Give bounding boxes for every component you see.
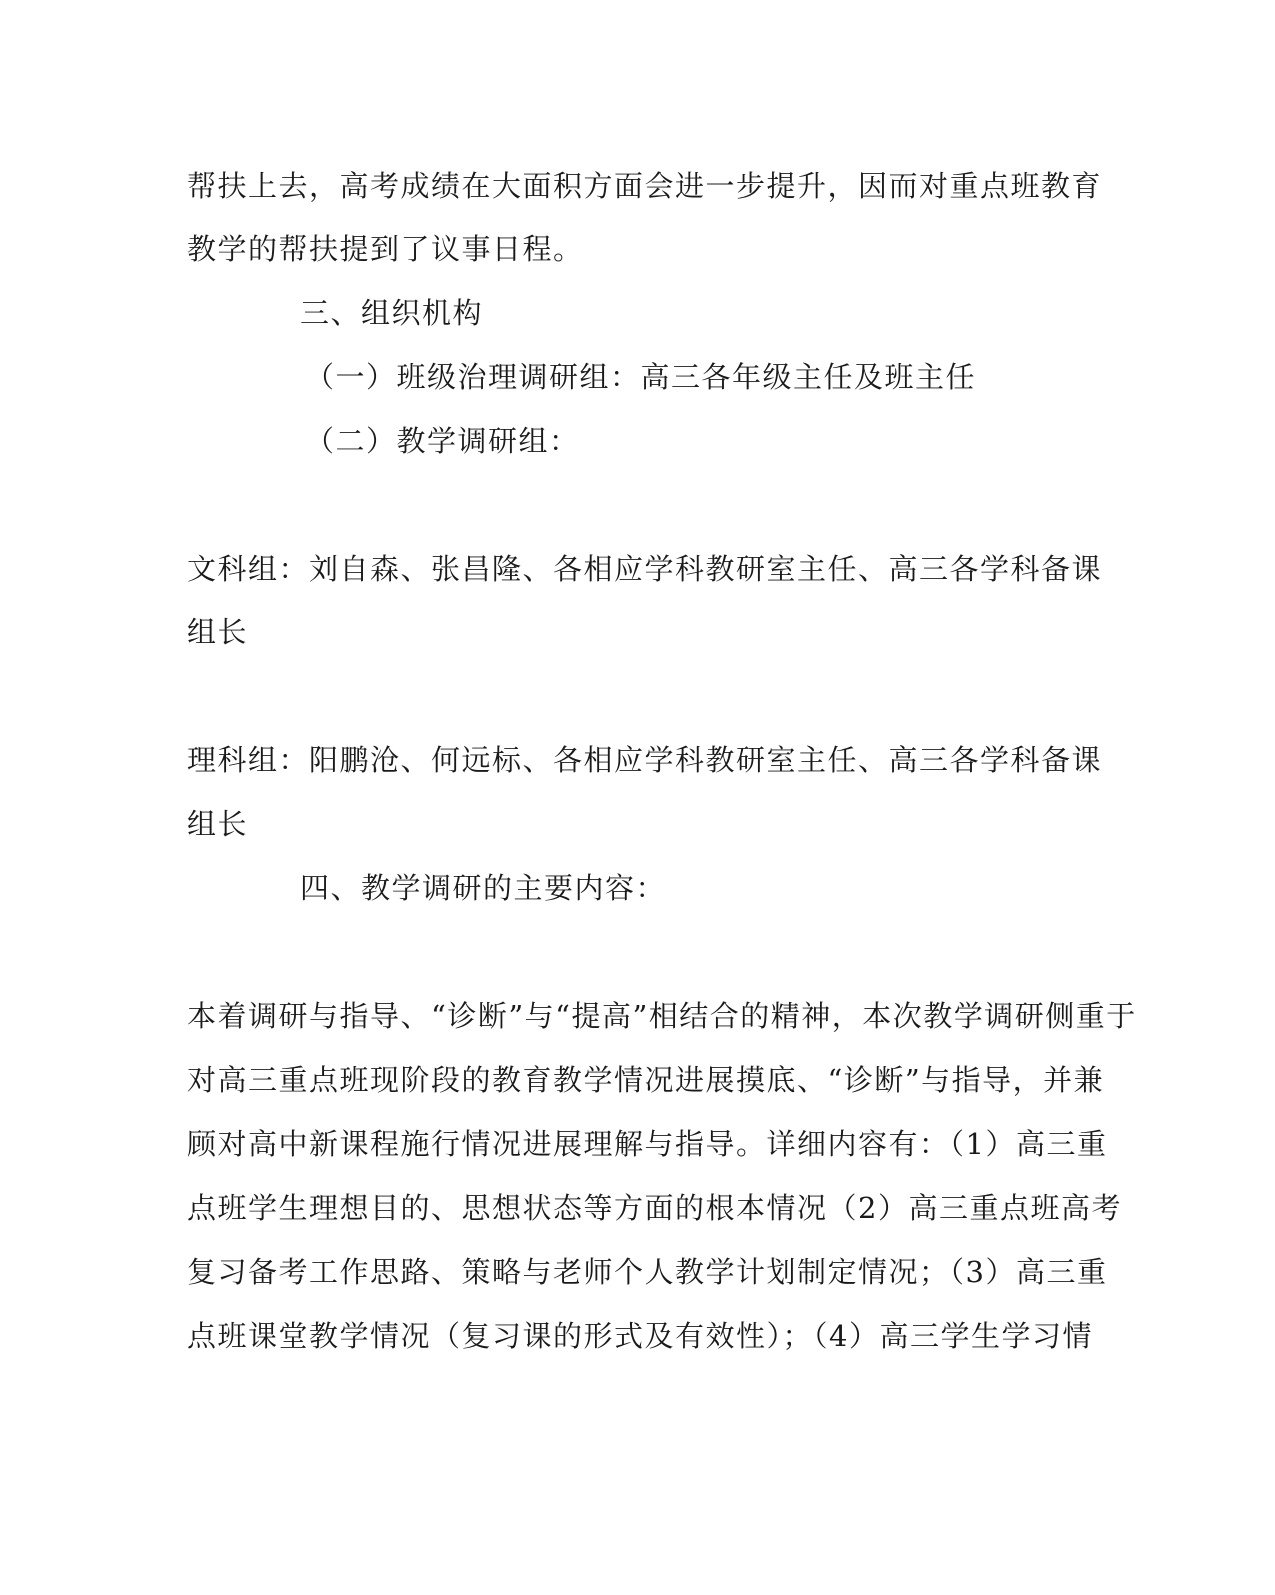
main-line-4: 点班学生理想目的、思想状态等方面的根本情况（2）高三重点班高考	[187, 1191, 1122, 1225]
section-heading-3: 三、组织机构	[300, 296, 484, 330]
wenke-line-2: 组长	[187, 615, 249, 649]
main-line-6: 点班课堂教学情况（复习课的形式及有效性）；（4）高三学生学习情	[187, 1319, 1093, 1353]
main-line-1: 本着调研与指导、“诊断”与“提高”相结合的精神，本次教学调研侧重于	[187, 999, 1137, 1033]
wenke-line-1: 文科组：刘自森、张昌隆、各相应学科教研室主任、高三各学科备课	[187, 552, 1103, 586]
like-line-1: 理科组：阳鹏沧、何远标、各相应学科教研室主任、高三各学科备课	[187, 743, 1103, 777]
intro-line-2: 教学的帮扶提到了议事日程。	[187, 232, 584, 266]
section-heading-4: 四、教学调研的主要内容：	[300, 871, 667, 905]
main-line-2: 对高三重点班现阶段的教育教学情况进展摸底、“诊断”与指导，并兼	[187, 1063, 1105, 1097]
main-line-5: 复习备考工作思路、策略与老师个人教学计划制定情况；（3）高三重	[187, 1255, 1108, 1289]
subsection-2: （二）教学调研组：	[305, 424, 580, 458]
subsection-1: （一）班级治理调研组：高三各年级主任及班主任	[305, 360, 977, 394]
main-line-3: 顾对高中新课程施行情况进展理解与指导。详细内容有：（1）高三重	[187, 1127, 1108, 1161]
like-line-2: 组长	[187, 807, 249, 841]
intro-line-1: 帮扶上去，高考成绩在大面积方面会进一步提升，因而对重点班教育	[187, 169, 1103, 203]
